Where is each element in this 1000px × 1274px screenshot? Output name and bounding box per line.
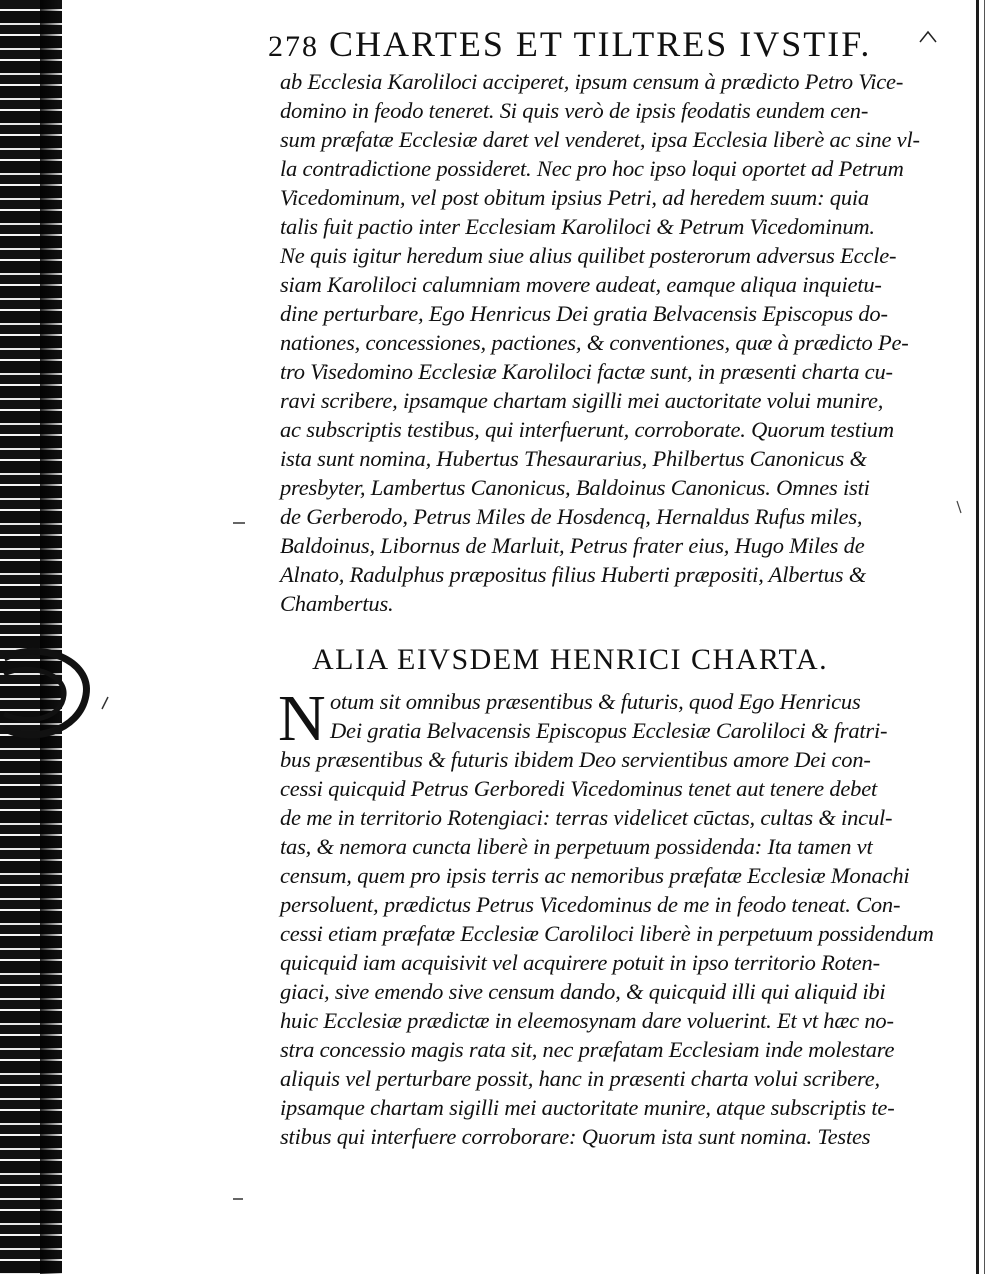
text-line: sum præfatæ Ecclesiæ daret vel venderet, ipsa Ecclesia liberè ac sine vl- <box>280 127 920 152</box>
text-line: Alnato, Radulphus præpositus filius Huberti præpositi, Albertus & <box>280 562 867 587</box>
text-line: cessi etiam præfatæ Ecclesiæ Caroliloci liberè in perpetuum possidendum <box>280 921 934 946</box>
stray-ink-mark <box>100 696 110 710</box>
text-line: Ne quis igitur heredum siue alius quilibet posterorum adversus Eccle- <box>280 243 897 268</box>
text-line: talis fuit pactio inter Ecclesiam Karoliloci & Petrum Vicedominum. <box>280 214 875 239</box>
text-line: tro Visedomino Ecclesiæ Karoliloci factæ sunt, in præsenti charta cu- <box>280 359 893 384</box>
text-line: ravi scribere, ipsamque chartam sigilli mei auctoritate volui munire, <box>280 388 884 413</box>
text-line: Dei gratia Belvacensis Episcopus Ecclesiæ Caroliloci & fratri- <box>330 718 888 743</box>
text-line: stra concessio magis rata sit, nec præfatam Ecclesiam inde molestare <box>280 1037 895 1062</box>
stray-ink-mark <box>232 1196 244 1202</box>
text-line: giaci, sive emendo sive censum dando, & quicquid illi qui aliquid ibi <box>280 979 886 1004</box>
stray-ink-mark <box>955 500 963 514</box>
right-page-edge <box>976 0 979 1274</box>
text-line: ac subscriptis testibus, qui interfuerunt, corroborate. Quorum testium <box>280 417 894 442</box>
text-line: censum, quem pro ipsis terris ac nemoribus præfatæ Ecclesiæ Monachi <box>280 863 910 888</box>
text-line: huic Ecclesiæ prædictæ in eleemosynam dare voluerint. Et vt hæc no- <box>280 1008 894 1033</box>
text-line: siam Karoliloci calumniam movere audeat, eamque aliqua inquietu- <box>280 272 882 297</box>
text-line: Baldoinus, Libornus de Marluit, Petrus frater eius, Hugo Miles de <box>280 533 865 558</box>
text-line: de me in territorio Rotengiaci: terras videlicet cūctas, cultas & incul- <box>280 805 893 830</box>
text-line: dine perturbare, Ego Henricus Dei gratia Belvacensis Episcopus do- <box>280 301 888 326</box>
section-heading: ALIA EIVSDEM HENRICI CHARTA. <box>312 643 829 676</box>
text-line: aliquis vel perturbare possit, hanc in præsenti charta volui scribere, <box>280 1066 880 1091</box>
text-line: nationes, concessiones, pactiones, & conventiones, quæ à prædicto Pe- <box>280 330 909 355</box>
gutter-shadow <box>40 0 62 1274</box>
text-line: persoluent, prædictus Petrus Vicedominus de me in feodo teneat. Con- <box>280 892 901 917</box>
stray-ink-mark <box>232 520 246 526</box>
text-line: presbyter, Lambertus Canonicus, Baldoinus Canonicus. Omnes isti <box>280 475 870 500</box>
running-header <box>268 20 958 68</box>
text-line: ab Ecclesia Karoliloci acciperet, ipsum censum à prædicto Petro Vice- <box>280 69 904 94</box>
text-line: quicquid iam acquisivit vel acquirere potuit in ipso territorio Roten- <box>280 950 880 975</box>
drop-cap: N <box>278 682 326 755</box>
page-number: 278 <box>268 30 319 63</box>
text-line: bus præsentibus & futuris ibidem Deo servientibus amore Dei con- <box>280 747 871 772</box>
paper-clip-mark <box>0 640 100 750</box>
text-line: la contradictione possideret. Nec pro hoc ipso loqui oportet ad Petrum <box>280 156 904 181</box>
right-page-edge-shadow <box>984 0 985 1274</box>
running-title: CHARTES ET TILTRES IVSTIF. <box>329 24 872 64</box>
text-line: otum sit omnibus præsentibus & futuris, quod Ego Henricus <box>330 689 861 714</box>
text-line: domino in feodo teneret. Si quis verò de ipsis feodatis eundem cen- <box>280 98 869 123</box>
text-line: tas, & nemora cuncta liberè in perpetuum possidenda: Ita tamen vt <box>280 834 873 859</box>
text-line: stibus qui interfuere corroborare: Quorum ista sunt nomina. Testes <box>280 1124 871 1149</box>
text-line: Vicedominum, vel post obitum ipsius Petri, ad heredem suum: quia <box>280 185 869 210</box>
text-line: Chambertus. <box>280 591 394 616</box>
caret-mark-icon <box>918 30 938 44</box>
text-line: ipsamque chartam sigilli mei auctoritate munire, atque subscriptis te- <box>280 1095 895 1120</box>
text-line: de Gerberodo, Petrus Miles de Hosdencq, Hernaldus Rufus miles, <box>280 504 863 529</box>
text-line: cessi quicquid Petrus Gerboredi Vicedominus tenet aut tenere debet <box>280 776 878 801</box>
text-line: ista sunt nomina, Hubertus Thesaurarius, Philbertus Canonicus & <box>280 446 867 471</box>
